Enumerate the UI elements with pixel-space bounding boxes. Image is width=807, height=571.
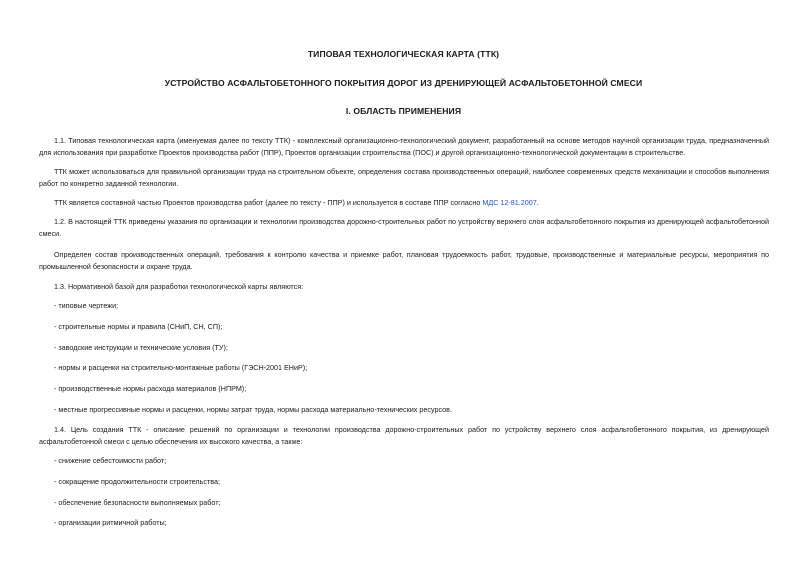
paragraph-1-2: 1.2. В настоящей ТТК приведены указания по организации и технологии производства дорожно-строительных работ по устройству верхнего слоя асфальтобетонного покрытия из дренирующей асфальтобетонной смеси. <box>39 217 769 238</box>
paragraph-1-4: 1.4. Цель создания ТТК - описание решений по организации и технологии производства дорожно-строительных работ по устройству верхнего слоя асфальтобетонного покрытия, из дренирующей асфальтобетонной смеси с целью обеспечения их высокого качества, а также: <box>39 425 769 446</box>
list-item: - типовые чертежи; <box>54 301 119 310</box>
list-item: - строительные нормы и правила (СНиП, СН, СП); <box>54 322 223 331</box>
paragraph-1-2b: Определен состав производственных операций, требования к контролю качества и приемке работ, плановая трудоемкость работ, трудовые, производственные и материальные ресурсы, мероприятия по промышленной безопасности и охране труда. <box>39 250 769 271</box>
section-heading: I. ОБЛАСТЬ ПРИМЕНЕНИЯ <box>345 106 462 116</box>
document-title: ТИПОВАЯ ТЕХНОЛОГИЧЕСКАЯ КАРТА (ТТК) <box>307 49 500 59</box>
list-item: - обеспечение безопасности выполняемых работ; <box>54 498 221 507</box>
list-item: - снижение себестоимости работ; <box>54 456 167 465</box>
paragraph-1-1c-text: ТТК является составной частью Проектов производства работ (далее по тексту - ППР) и используется в составе ППР согласно <box>54 198 483 207</box>
paragraph-1-1b: ТТК может использоваться для правильной организации труда на строительном объекте, определения состава производственных операций, наиболее современных средств механизации и способов выполнения работ по конкретно заданной технологии. <box>39 167 769 188</box>
list-item: - организации ритмичной работы; <box>54 518 167 527</box>
paragraph-1-1c <box>39 197 769 209</box>
list-item: - местные прогрессивные нормы и расценки, нормы затрат труда, нормы расхода материально-технических ресурсов. <box>54 405 452 414</box>
paragraph-1-3: 1.3. Нормативной базой для разработки технологической карты являются: <box>54 282 304 291</box>
mds-document-link[interactable]: МДС 12-81.2007 <box>482 198 537 207</box>
list-item: - сокращение продолжительности строительства; <box>54 477 220 486</box>
list-item: - производственные нормы расхода материалов (НПРМ); <box>54 384 247 393</box>
list-item: - заводские инструкции и технические условия (ТУ); <box>54 343 228 352</box>
paragraph-1-1c-end: . <box>536 198 539 207</box>
paragraph-1-1: 1.1. Типовая технологическая карта (именуемая далее по тексту ТТК) - комплексный организационно-технологический документ, разработанный на основе методов научной организации труда, предназначенный для использования при разработке Проектов производства работ (ППР), Проектов организации строительства (ПОС) и другой организационно-технологической документации в строительстве. <box>39 136 769 157</box>
list-item: - нормы и расценки на строительно-монтажные работы (ГЭСН-2001 ЕНиР); <box>54 363 308 372</box>
document-subject: УСТРОЙСТВО АСФАЛЬТОБЕТОННОГО ПОКРЫТИЯ ДОРОГ ИЗ ДРЕНИРУЮЩЕЙ АСФАЛЬТОБЕТОННОЙ СМЕСИ <box>164 78 643 88</box>
